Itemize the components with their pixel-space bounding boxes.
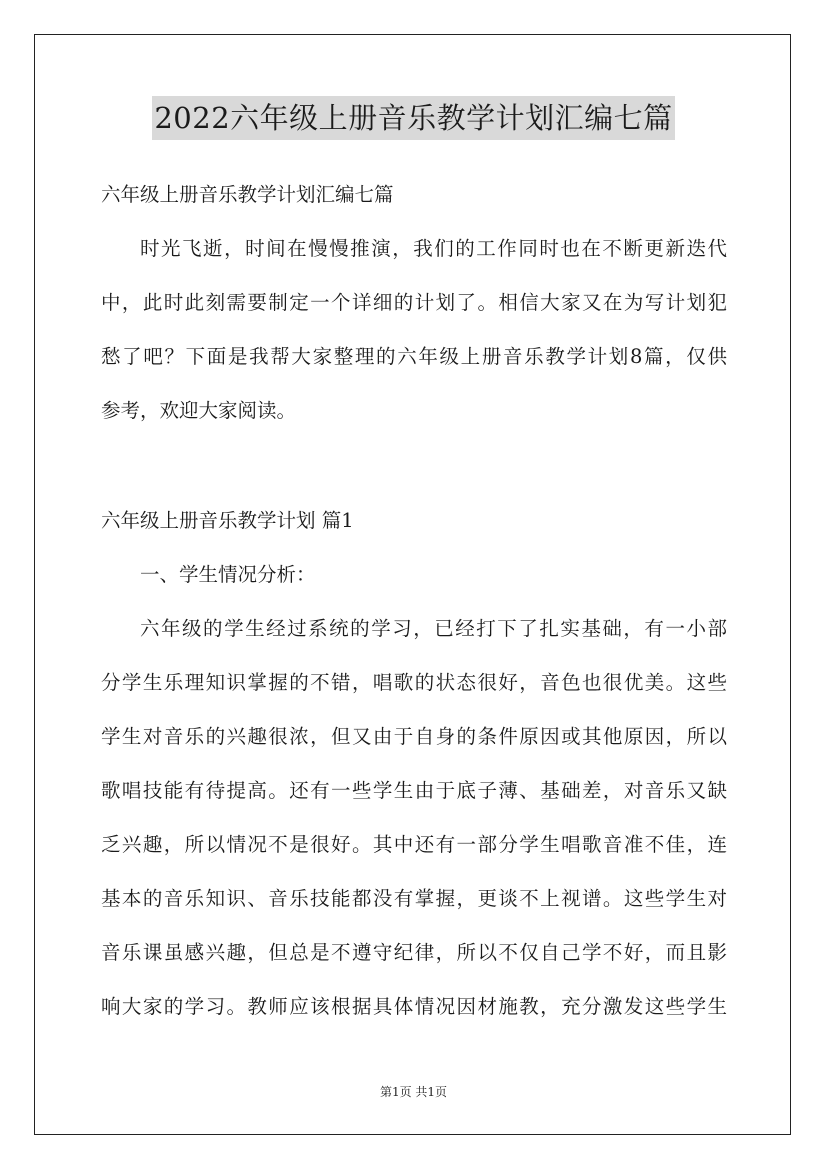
body-line: 分学生乐理知识掌握的不错，唱歌的状态很好，音色也很优美。这些 (101, 671, 727, 694)
document-subtitle: 六年级上册音乐教学计划汇编七篇 (101, 183, 394, 206)
section-heading: 六年级上册音乐教学计划 篇1 (101, 509, 354, 532)
body-line: 六年级的学生经过系统的学习，已经打下了扎实基础，有一小部 (140, 617, 727, 640)
body-line: 乏兴趣，所以情况不是很好。其中还有一部分学生唱歌音准不佳，连 (101, 833, 727, 856)
page-footer: 第1页 共1页 (379, 1085, 448, 1099)
body-line: 歌唱技能有待提高。还有一些学生由于底子薄、基础差，对音乐又缺 (101, 779, 727, 802)
intro-line: 愁了吧？下面是我帮大家整理的六年级上册音乐教学计划8篇，仅供 (101, 345, 727, 368)
intro-line: 时光飞逝，时间在慢慢推演，我们的工作同时也在不断更新迭代 (140, 237, 727, 260)
body-line: 学生对音乐的兴趣很浓，但又由于自身的条件原因或其他原因，所以 (101, 725, 727, 748)
document-body (101, 168, 727, 1034)
title-container (0, 96, 827, 140)
body-line: 音乐课虽感兴趣，但总是不遵守纪律，所以不仅自己学不好，而且影 (101, 941, 727, 964)
body-line: 基本的音乐知识、音乐技能都没有掌握，更谈不上视谱。这些学生对 (101, 887, 727, 910)
intro-line: 参考，欢迎大家阅读。 (101, 399, 297, 422)
paragraph-gap (101, 438, 727, 494)
intro-line: 中，此时此刻需要制定一个详细的计划了。相信大家又在为写计划犯 (101, 291, 727, 314)
section-subheading: 一、学生情况分析： (140, 563, 316, 586)
body-line: 响大家的学习。教师应该根据具体情况因材施教，充分激发这些学生 (101, 995, 727, 1018)
document-title: 2022六年级上册音乐教学计划汇编七篇 (152, 96, 674, 140)
